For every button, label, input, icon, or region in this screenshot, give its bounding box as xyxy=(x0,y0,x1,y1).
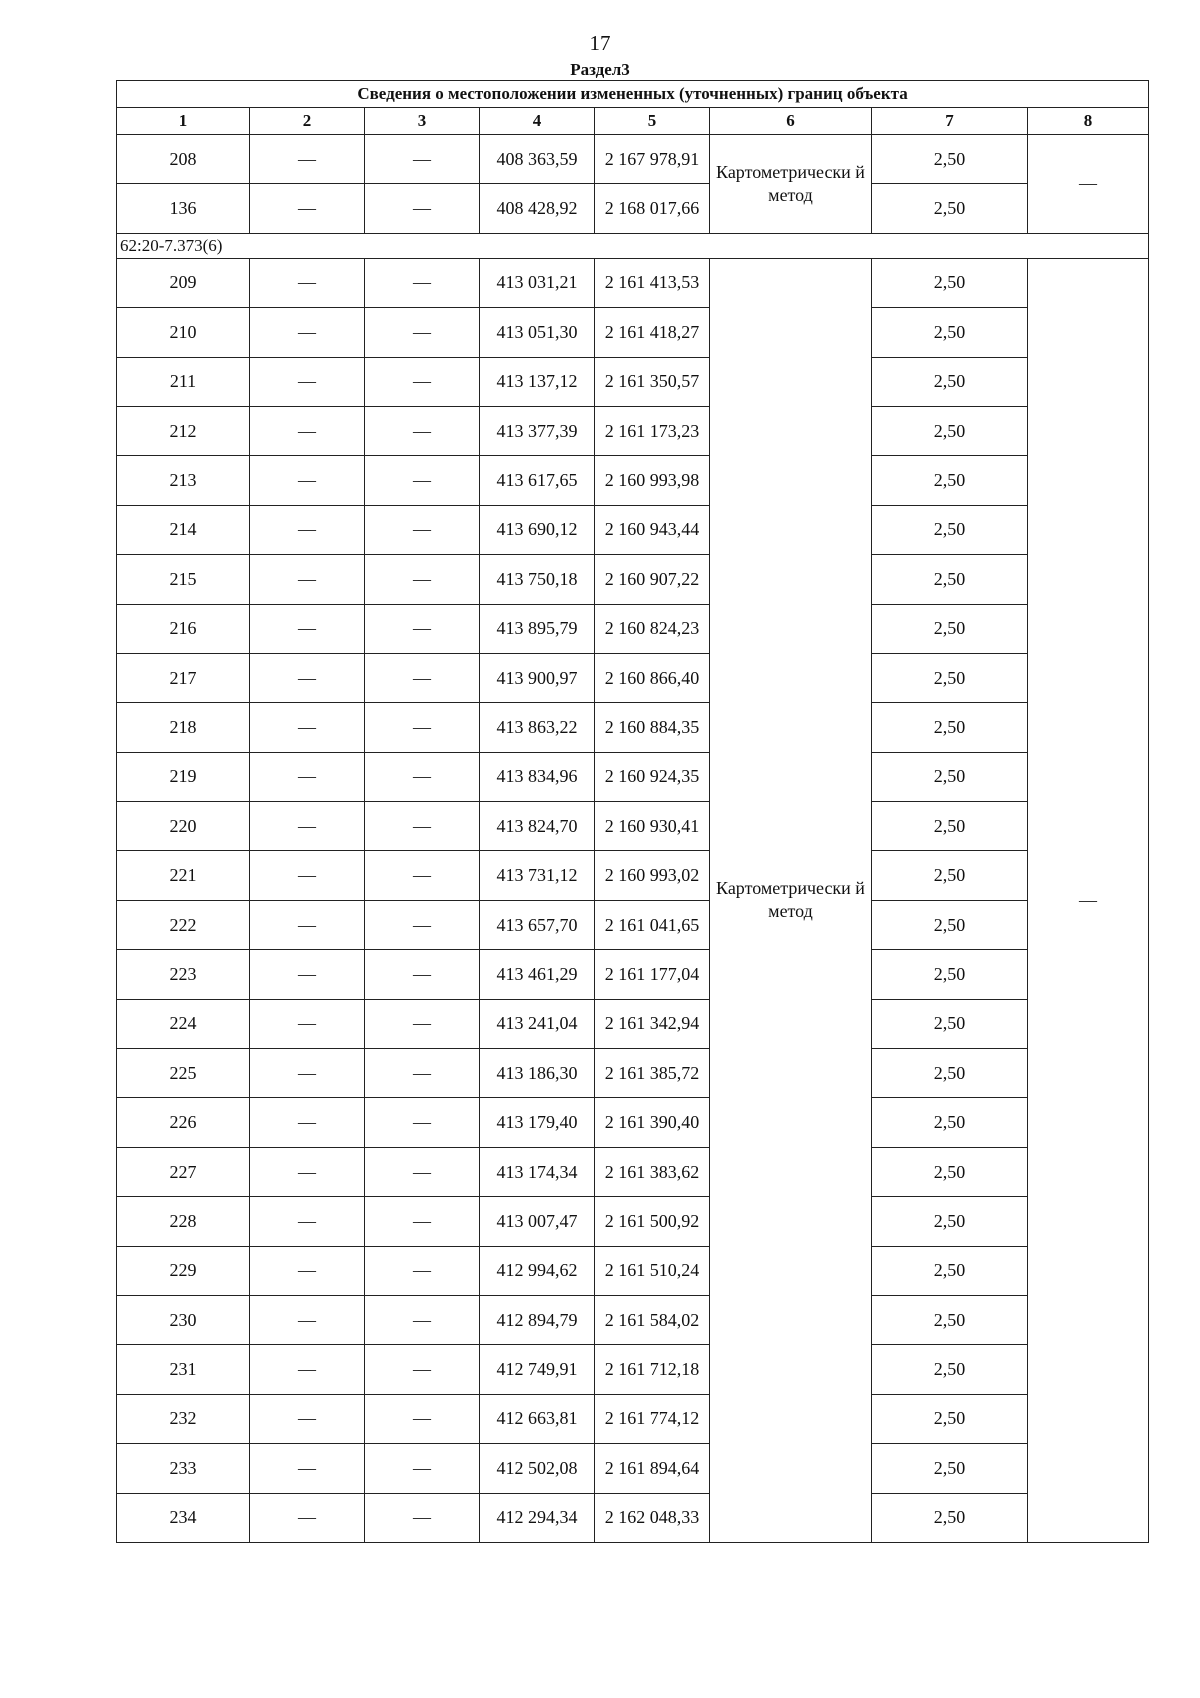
point-number-cell: 230 xyxy=(117,1295,250,1344)
x-coordinate-cell: 413 174,34 xyxy=(480,1147,595,1196)
table-row xyxy=(117,308,1149,357)
point-number-cell: 219 xyxy=(117,752,250,801)
point-number-cell: 229 xyxy=(117,1246,250,1295)
column-header: 7 xyxy=(872,108,1028,135)
col3-cell: — xyxy=(365,1394,480,1443)
accuracy-cell: 2,50 xyxy=(872,258,1028,307)
y-coordinate-cell: 2 161 894,64 xyxy=(595,1444,710,1493)
table-row xyxy=(117,184,1149,233)
point-number-cell: 217 xyxy=(117,653,250,702)
y-coordinate-cell: 2 162 048,33 xyxy=(595,1493,710,1542)
table-row xyxy=(117,999,1149,1048)
method-cell: Картометрически й метод xyxy=(710,135,872,234)
col2-cell: — xyxy=(250,950,365,999)
y-coordinate-cell: 2 160 907,22 xyxy=(595,555,710,604)
accuracy-cell: 2,50 xyxy=(872,1295,1028,1344)
table-row xyxy=(117,851,1149,900)
point-number-cell: 226 xyxy=(117,1098,250,1147)
y-coordinate-cell: 2 161 173,23 xyxy=(595,406,710,455)
parcel-row xyxy=(117,233,1149,258)
col3-cell: — xyxy=(365,851,480,900)
accuracy-cell: 2,50 xyxy=(872,950,1028,999)
point-number-cell: 233 xyxy=(117,1444,250,1493)
col3-cell: — xyxy=(365,406,480,455)
col2-cell: — xyxy=(250,999,365,1048)
table-row xyxy=(117,950,1149,999)
col3-cell: — xyxy=(365,999,480,1048)
x-coordinate-cell: 412 994,62 xyxy=(480,1246,595,1295)
accuracy-cell: 2,50 xyxy=(872,604,1028,653)
y-coordinate-cell: 2 161 418,27 xyxy=(595,308,710,357)
table-caption-row xyxy=(117,81,1149,108)
col2-cell: — xyxy=(250,555,365,604)
accuracy-cell: 2,50 xyxy=(872,456,1028,505)
x-coordinate-cell: 412 894,79 xyxy=(480,1295,595,1344)
x-coordinate-cell: 412 749,91 xyxy=(480,1345,595,1394)
point-number-cell: 214 xyxy=(117,505,250,554)
col2-cell: — xyxy=(250,184,365,233)
accuracy-cell: 2,50 xyxy=(872,406,1028,455)
col3-cell: — xyxy=(365,1246,480,1295)
accuracy-cell: 2,50 xyxy=(872,184,1028,233)
table-row xyxy=(117,406,1149,455)
col3-cell: — xyxy=(365,1098,480,1147)
col2-cell: — xyxy=(250,851,365,900)
table-row xyxy=(117,802,1149,851)
col2-cell: — xyxy=(250,900,365,949)
section-title: Раздел3 xyxy=(570,60,630,79)
x-coordinate-cell: 413 690,12 xyxy=(480,505,595,554)
col2-cell: — xyxy=(250,357,365,406)
col2-cell: — xyxy=(250,802,365,851)
column-header: 1 xyxy=(117,108,250,135)
col3-cell: — xyxy=(365,703,480,752)
point-number-cell: 212 xyxy=(117,406,250,455)
accuracy-cell: 2,50 xyxy=(872,1394,1028,1443)
point-number-cell: 211 xyxy=(117,357,250,406)
col2-cell: — xyxy=(250,406,365,455)
y-coordinate-cell: 2 160 943,44 xyxy=(595,505,710,554)
col2-cell: — xyxy=(250,1295,365,1344)
table-row xyxy=(117,1493,1149,1542)
table-row xyxy=(117,505,1149,554)
x-coordinate-cell: 413 461,29 xyxy=(480,950,595,999)
point-number-cell: 216 xyxy=(117,604,250,653)
table-row xyxy=(117,357,1149,406)
column-header: 6 xyxy=(710,108,872,135)
col3-cell: — xyxy=(365,950,480,999)
table-row xyxy=(117,555,1149,604)
point-number-cell: 223 xyxy=(117,950,250,999)
col3-cell: — xyxy=(365,135,480,184)
accuracy-cell: 2,50 xyxy=(872,1444,1028,1493)
column-header: 5 xyxy=(595,108,710,135)
col3-cell: — xyxy=(365,1444,480,1493)
x-coordinate-cell: 413 186,30 xyxy=(480,1049,595,1098)
y-coordinate-cell: 2 161 712,18 xyxy=(595,1345,710,1394)
col2-cell: — xyxy=(250,604,365,653)
y-coordinate-cell: 2 161 383,62 xyxy=(595,1147,710,1196)
x-coordinate-cell: 412 502,08 xyxy=(480,1444,595,1493)
x-coordinate-cell: 413 863,22 xyxy=(480,703,595,752)
point-number-cell: 228 xyxy=(117,1197,250,1246)
table-row xyxy=(117,604,1149,653)
accuracy-cell: 2,50 xyxy=(872,653,1028,702)
accuracy-cell: 2,50 xyxy=(872,999,1028,1048)
col2-cell: — xyxy=(250,1444,365,1493)
x-coordinate-cell: 413 731,12 xyxy=(480,851,595,900)
table-row xyxy=(117,456,1149,505)
col3-cell: — xyxy=(365,604,480,653)
y-coordinate-cell: 2 160 993,98 xyxy=(595,456,710,505)
column-header: 2 xyxy=(250,108,365,135)
column-header: 8 xyxy=(1028,108,1149,135)
x-coordinate-cell: 413 617,65 xyxy=(480,456,595,505)
col3-cell: — xyxy=(365,1049,480,1098)
table-row xyxy=(117,752,1149,801)
table-row xyxy=(117,1444,1149,1493)
col2-cell: — xyxy=(250,1049,365,1098)
accuracy-cell: 2,50 xyxy=(872,1098,1028,1147)
table-row xyxy=(117,653,1149,702)
accuracy-cell: 2,50 xyxy=(872,851,1028,900)
col2-cell: — xyxy=(250,308,365,357)
column-header-row xyxy=(117,108,1149,135)
table-row xyxy=(117,135,1149,184)
col2-cell: — xyxy=(250,505,365,554)
x-coordinate-cell: 408 428,92 xyxy=(480,184,595,233)
y-coordinate-cell: 2 161 177,04 xyxy=(595,950,710,999)
point-number-cell: 220 xyxy=(117,802,250,851)
point-number-cell: 215 xyxy=(117,555,250,604)
accuracy-cell: 2,50 xyxy=(872,505,1028,554)
accuracy-cell: 2,50 xyxy=(872,357,1028,406)
table-row xyxy=(117,900,1149,949)
x-coordinate-cell: 413 900,97 xyxy=(480,653,595,702)
col3-cell: — xyxy=(365,653,480,702)
point-number-cell: 224 xyxy=(117,999,250,1048)
col2-cell: — xyxy=(250,1493,365,1542)
y-coordinate-cell: 2 161 350,57 xyxy=(595,357,710,406)
accuracy-cell: 2,50 xyxy=(872,1049,1028,1098)
accuracy-cell: 2,50 xyxy=(872,1493,1028,1542)
col3-cell: — xyxy=(365,1197,480,1246)
col2-cell: — xyxy=(250,258,365,307)
table-row xyxy=(117,1049,1149,1098)
table-row xyxy=(117,1197,1149,1246)
col2-cell: — xyxy=(250,703,365,752)
x-coordinate-cell: 413 179,40 xyxy=(480,1098,595,1147)
point-number-cell: 231 xyxy=(117,1345,250,1394)
y-coordinate-cell: 2 168 017,66 xyxy=(595,184,710,233)
x-coordinate-cell: 413 007,47 xyxy=(480,1197,595,1246)
col3-cell: — xyxy=(365,752,480,801)
accuracy-cell: 2,50 xyxy=(872,1147,1028,1196)
col3-cell: — xyxy=(365,1147,480,1196)
x-coordinate-cell: 413 377,39 xyxy=(480,406,595,455)
col2-cell: — xyxy=(250,653,365,702)
point-number-cell: 136 xyxy=(117,184,250,233)
y-coordinate-cell: 2 161 342,94 xyxy=(595,999,710,1048)
point-number-cell: 225 xyxy=(117,1049,250,1098)
col3-cell: — xyxy=(365,802,480,851)
col2-cell: — xyxy=(250,1098,365,1147)
y-coordinate-cell: 2 161 500,92 xyxy=(595,1197,710,1246)
point-number-cell: 210 xyxy=(117,308,250,357)
accuracy-cell: 2,50 xyxy=(872,135,1028,184)
y-coordinate-cell: 2 161 041,65 xyxy=(595,900,710,949)
col3-cell: — xyxy=(365,1295,480,1344)
col3-cell: — xyxy=(365,258,480,307)
table-row xyxy=(117,1295,1149,1344)
col3-cell: — xyxy=(365,505,480,554)
x-coordinate-cell: 412 663,81 xyxy=(480,1394,595,1443)
accuracy-cell: 2,50 xyxy=(872,1197,1028,1246)
x-coordinate-cell: 413 824,70 xyxy=(480,802,595,851)
col2-cell: — xyxy=(250,1147,365,1196)
table-row xyxy=(117,1345,1149,1394)
x-coordinate-cell: 413 241,04 xyxy=(480,999,595,1048)
point-number-cell: 222 xyxy=(117,900,250,949)
y-coordinate-cell: 2 161 510,24 xyxy=(595,1246,710,1295)
col2-cell: — xyxy=(250,135,365,184)
accuracy-cell: 2,50 xyxy=(872,703,1028,752)
point-number-cell: 221 xyxy=(117,851,250,900)
x-coordinate-cell: 413 051,30 xyxy=(480,308,595,357)
table-row xyxy=(117,1147,1149,1196)
point-number-cell: 208 xyxy=(117,135,250,184)
page-number: 17 xyxy=(589,31,611,55)
y-coordinate-cell: 2 160 993,02 xyxy=(595,851,710,900)
x-coordinate-cell: 413 750,18 xyxy=(480,555,595,604)
accuracy-cell: 2,50 xyxy=(872,752,1028,801)
point-number-cell: 234 xyxy=(117,1493,250,1542)
x-coordinate-cell: 413 895,79 xyxy=(480,604,595,653)
parcel-label: 62:20-7.373(6) xyxy=(117,233,1149,258)
accuracy-cell: 2,50 xyxy=(872,1246,1028,1295)
y-coordinate-cell: 2 160 924,35 xyxy=(595,752,710,801)
accuracy-cell: 2,50 xyxy=(872,900,1028,949)
x-coordinate-cell: 412 294,34 xyxy=(480,1493,595,1542)
x-coordinate-cell: 413 137,12 xyxy=(480,357,595,406)
point-number-cell: 213 xyxy=(117,456,250,505)
table-row xyxy=(117,1098,1149,1147)
col8-cell: — xyxy=(1028,258,1149,1542)
col3-cell: — xyxy=(365,357,480,406)
x-coordinate-cell: 408 363,59 xyxy=(480,135,595,184)
x-coordinate-cell: 413 031,21 xyxy=(480,258,595,307)
y-coordinate-cell: 2 161 774,12 xyxy=(595,1394,710,1443)
x-coordinate-cell: 413 657,70 xyxy=(480,900,595,949)
accuracy-cell: 2,50 xyxy=(872,555,1028,604)
table-row xyxy=(117,703,1149,752)
col3-cell: — xyxy=(365,184,480,233)
y-coordinate-cell: 2 161 390,40 xyxy=(595,1098,710,1147)
table-row xyxy=(117,1246,1149,1295)
y-coordinate-cell: 2 161 385,72 xyxy=(595,1049,710,1098)
col2-cell: — xyxy=(250,1394,365,1443)
col2-cell: — xyxy=(250,456,365,505)
point-number-cell: 232 xyxy=(117,1394,250,1443)
accuracy-cell: 2,50 xyxy=(872,308,1028,357)
y-coordinate-cell: 2 161 413,53 xyxy=(595,258,710,307)
accuracy-cell: 2,50 xyxy=(872,802,1028,851)
method-cell: Картометрически й метод xyxy=(710,258,872,1542)
col3-cell: — xyxy=(365,900,480,949)
y-coordinate-cell: 2 160 866,40 xyxy=(595,653,710,702)
col3-cell: — xyxy=(365,1345,480,1394)
y-coordinate-cell: 2 160 930,41 xyxy=(595,802,710,851)
accuracy-cell: 2,50 xyxy=(872,1345,1028,1394)
col3-cell: — xyxy=(365,1493,480,1542)
col8-cell: — xyxy=(1028,135,1149,234)
table-row xyxy=(117,1394,1149,1443)
y-coordinate-cell: 2 167 978,91 xyxy=(595,135,710,184)
point-number-cell: 218 xyxy=(117,703,250,752)
y-coordinate-cell: 2 160 884,35 xyxy=(595,703,710,752)
x-coordinate-cell: 413 834,96 xyxy=(480,752,595,801)
col2-cell: — xyxy=(250,752,365,801)
col3-cell: — xyxy=(365,456,480,505)
boundary-coordinates-table xyxy=(116,80,1149,1543)
col2-cell: — xyxy=(250,1345,365,1394)
y-coordinate-cell: 2 160 824,23 xyxy=(595,604,710,653)
col3-cell: — xyxy=(365,555,480,604)
point-number-cell: 227 xyxy=(117,1147,250,1196)
point-number-cell: 209 xyxy=(117,258,250,307)
y-coordinate-cell: 2 161 584,02 xyxy=(595,1295,710,1344)
col3-cell: — xyxy=(365,308,480,357)
table-caption: Сведения о местоположении измененных (уточненных) границ объекта xyxy=(117,81,1149,108)
col2-cell: — xyxy=(250,1246,365,1295)
col2-cell: — xyxy=(250,1197,365,1246)
column-header: 4 xyxy=(480,108,595,135)
column-header: 3 xyxy=(365,108,480,135)
table-row xyxy=(117,258,1149,307)
